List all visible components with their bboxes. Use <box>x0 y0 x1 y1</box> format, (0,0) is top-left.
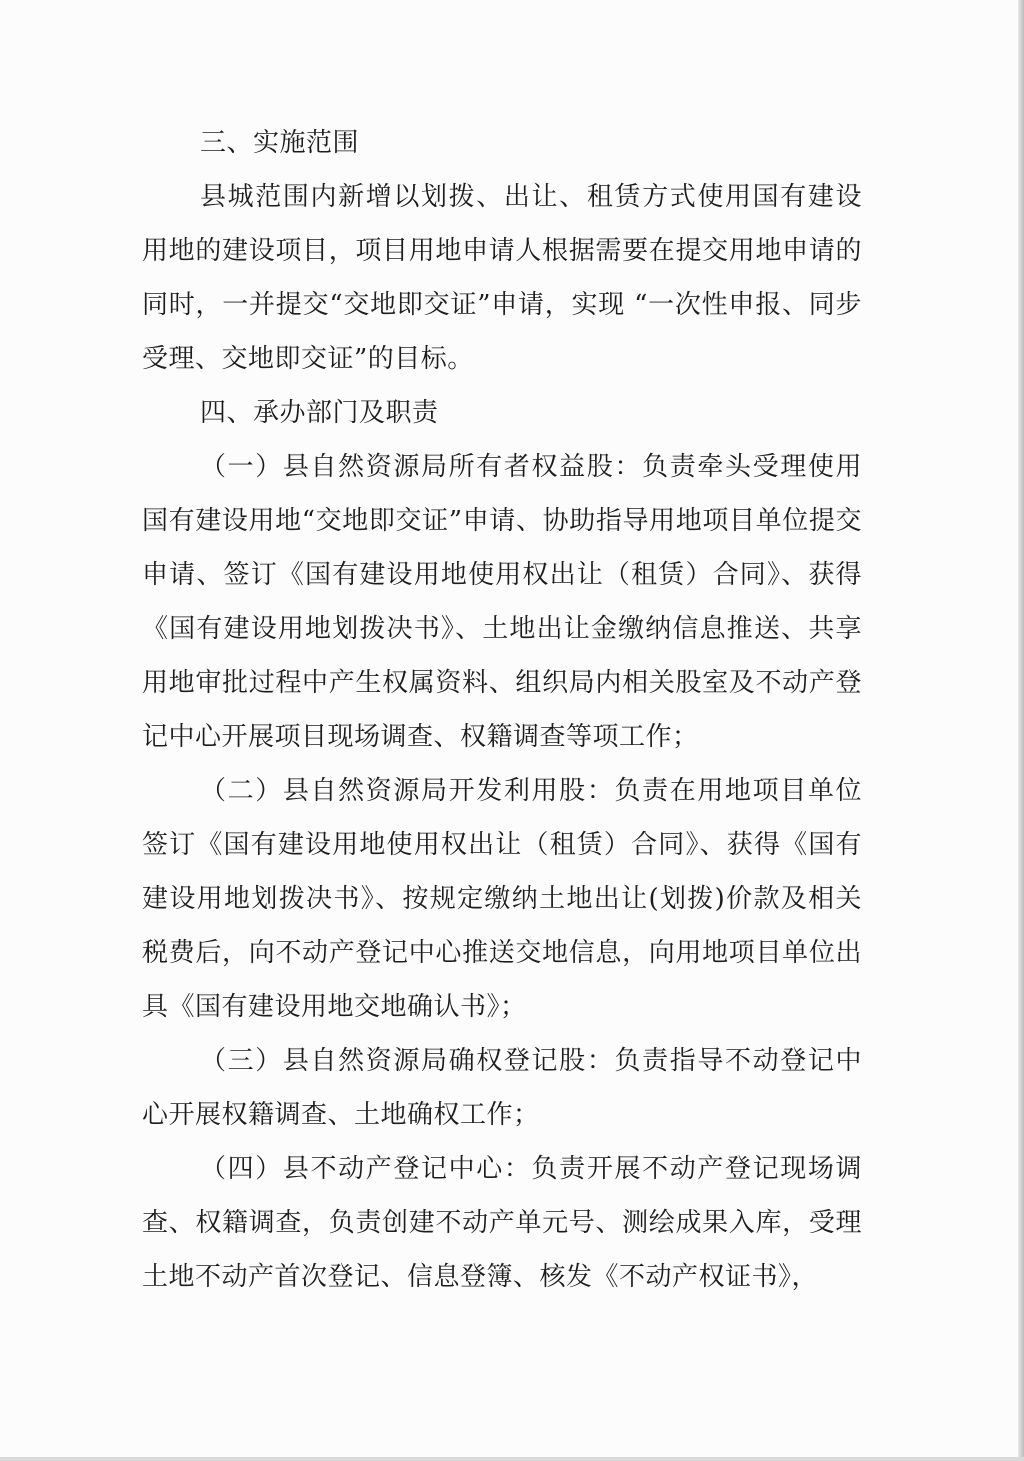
scan-edge-bottom <box>0 1457 1024 1461</box>
paragraph-department-4: （四）县不动产登记中心：负责开展不动产登记现场调查、权籍调查，负责创建不动产单元号、测绘成果入库，受理土地不动产首次登记、信息登簿、核发《不动产权证书》， <box>142 1154 862 1292</box>
paragraph-scope: 县城范围内新增以划拨、出让、租赁方式使用国有建设用地的建设项目，项目用地申请人根据需要在提交用地申请的同时，一并提交“交地即交证”申请，实现 “一次性申报、同步受理、交地即交证”的目标。 <box>142 182 862 374</box>
document-body <box>142 116 862 1304</box>
paragraph-department-1: （一）县自然资源局所有者权益股：负责牵头受理使用国有建设用地“交地即交证”申请、协助指导用地项目单位提交申请、签订《国有建设用地使用权出让（租赁）合同》、获得《国有建设用地划拨决书》、土地出让金缴纳信息推送、共享用地审批过程中产生权属资料、组织局内相关股室及不动产登记中心开展项目现场调查、权籍调查等项工作； <box>142 452 862 752</box>
paragraph-department-3: （三）县自然资源局确权登记股：负责指导不动登记中心开展权籍调查、土地确权工作； <box>142 1046 862 1130</box>
section-heading-departments: 四、承办部门及职责 <box>200 398 439 428</box>
paragraph-department-2: （二）县自然资源局开发利用股：负责在用地项目单位签订《国有建设用地使用权出让（租赁）合同》、获得《国有建设用地划拨决书》、按规定缴纳土地出让(划拨)价款及相关税费后，向不动产登记中心推送交地信息，向用地项目单位出具《国有建设用地交地确认书》； <box>142 776 862 1022</box>
scan-edge-right <box>1018 0 1024 1461</box>
section-heading-scope: 三、实施范围 <box>200 128 360 158</box>
